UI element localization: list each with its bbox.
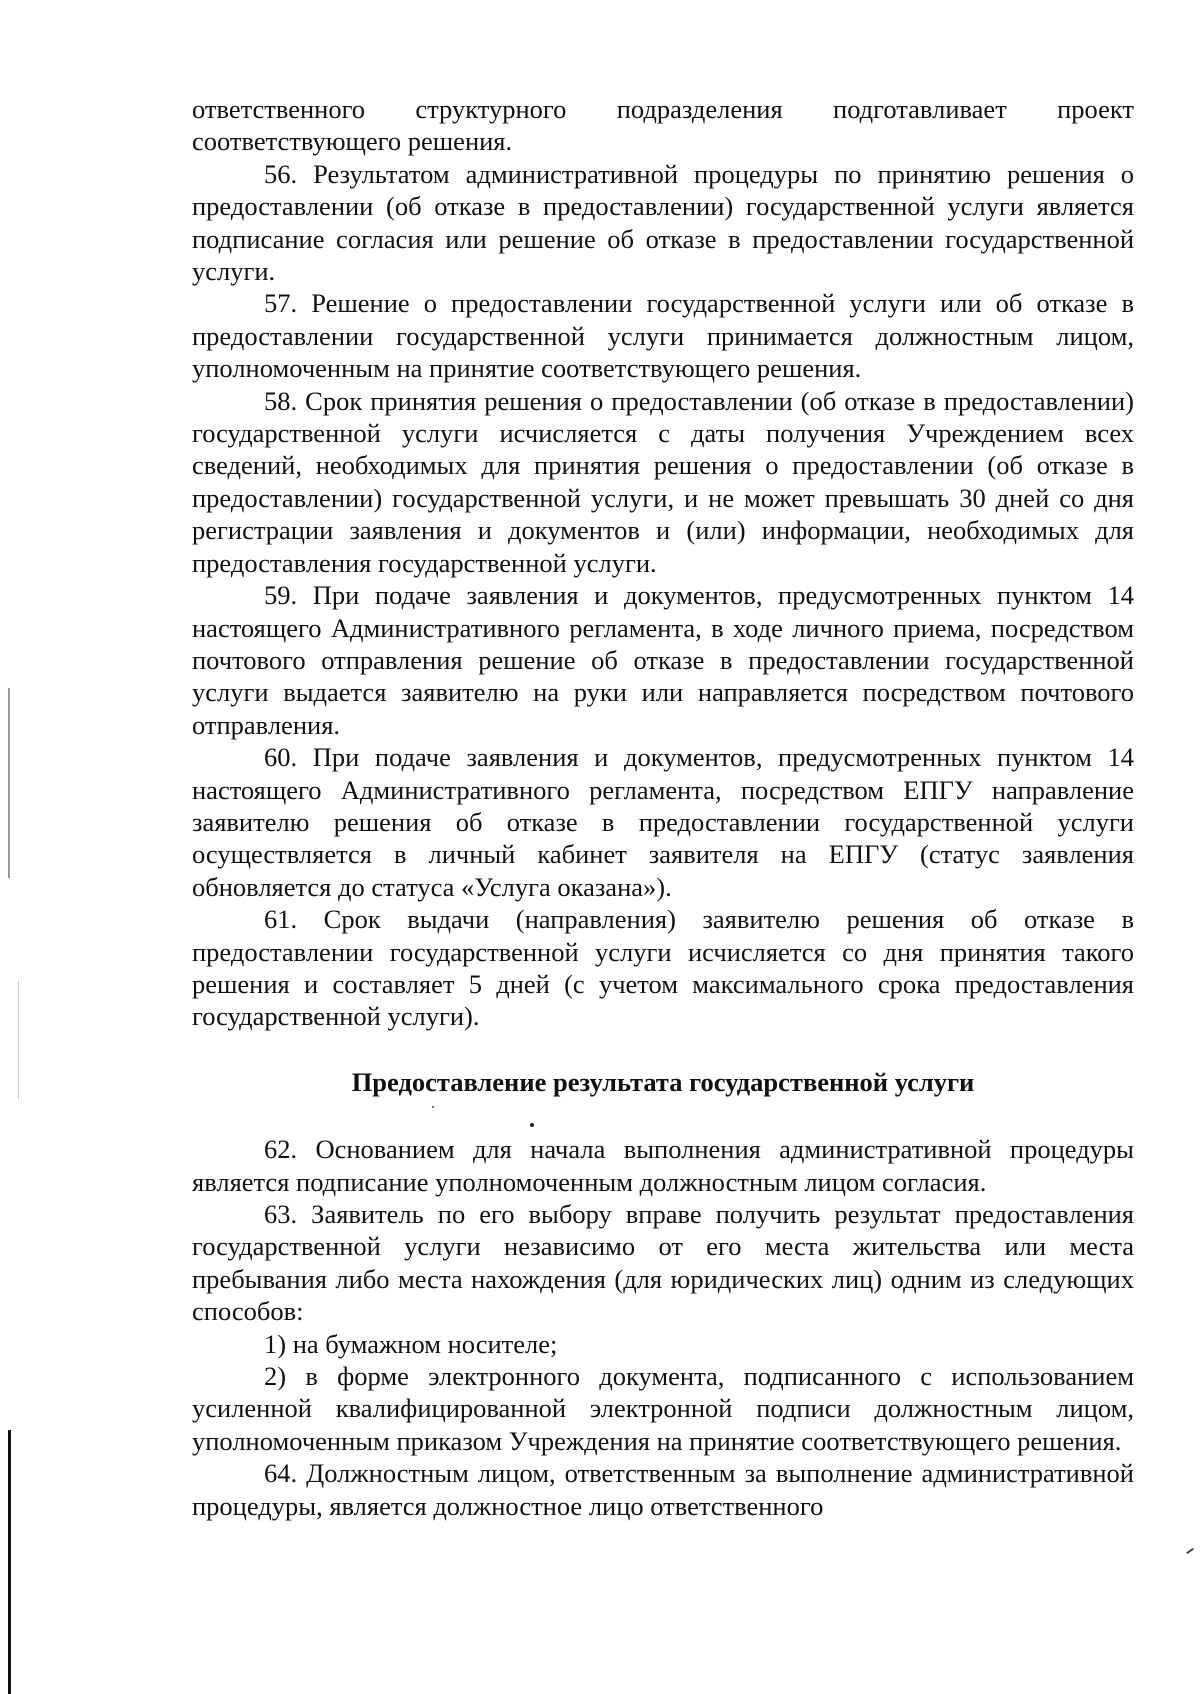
paragraph: 64. Должностным лицом, ответственным за выполнение административной процедуры, является должностное лицо ответственного	[192, 1458, 1134, 1521]
paragraphs-after-heading	[192, 1133, 1134, 1522]
paragraph: 59. При подаче заявления и документов, предусмотренных пунктом 14 настоящего Административного регламента, в ходе личного приема, посредством почтового отправления решение об отказе в предоставлении государственной услуги выдается заявителю на руки или направляется посредством почтового отправления.	[192, 580, 1134, 740]
paragraph: 58. Срок принятия решения о предоставлении (об отказе в предоставлении) государственной услуги исчисляется с даты получения Учреждением всех сведений, необходимых для принятия решения о предоставлении (об отказе в предоставлении) государственной услуги, и не может превышать 30 дней со дня регистрации заявления и документов и (или) информации, необходимых для предоставления государственной услуги.	[192, 385, 1134, 578]
scan-edge-bar	[8, 1430, 11, 1694]
scan-speck	[530, 1123, 534, 1127]
section-heading: Предоставление результата государственной услуги	[351, 1066, 975, 1097]
paragraph: 63. Заявитель по его выбору вправе получить результат предоставления государственной услуги независимо от его места жительства или места пребывания либо места нахождения (для юридических лиц) одним из следующих способов:	[192, 1199, 1134, 1327]
paragraph: 62. Основанием для начала выполнения административной процедуры является подписание уполномоченным должностным лицом согласия.	[192, 1134, 1134, 1197]
paragraph: 56. Результатом административной процедуры по принятию решения о предоставлении (об отказе в предоставлении) государственной услуги является подписание согласия или решение об отказе в предоставлении государственной услуги.	[192, 158, 1134, 287]
paragraph: 2) в форме электронного документа, подписанного с использованием усиленной квалифицированной электронной подписи должностным лицом, уполномоченным приказом Учреждения на принятие соответствующего решения.	[192, 1361, 1134, 1456]
scan-speck	[432, 1106, 434, 1108]
paragraph: 1) на бумажном носителе;	[264, 1328, 558, 1359]
scan-speck	[1186, 1548, 1194, 1554]
scan-edge-dots	[18, 980, 19, 1100]
paragraph: 57. Решение о предоставлении государственной услуги или об отказе в предоставлении государственной услуги принимается должностным лицом, уполномоченным на принятие соответствующего решения.	[192, 288, 1134, 384]
scan-edge-mark	[8, 688, 10, 878]
paragraphs-before-heading	[192, 93, 1134, 1033]
paragraph: 61. Срок выдачи (направления) заявителю решения об отказе в предоставлении государственной услуги исчисляется со дня принятия такого решения и составляет 5 дней (с учетом максимального срока предоставления государственной услуги).	[192, 904, 1134, 1032]
document-body	[192, 93, 1134, 1522]
paragraph: ответственного структурного подразделения подготавливает проект соответствующего решения.	[192, 94, 1134, 157]
paragraph: 60. При подаче заявления и документов, предусмотренных пунктом 14 настоящего Административного регламента, посредством ЕПГУ направление заявителю решения об отказе в предоставлении государственной услуги осуществляется в личный кабинет заявителя на ЕПГУ (статус заявления обновляется до статуса «Услуга оказана»).	[192, 742, 1134, 902]
